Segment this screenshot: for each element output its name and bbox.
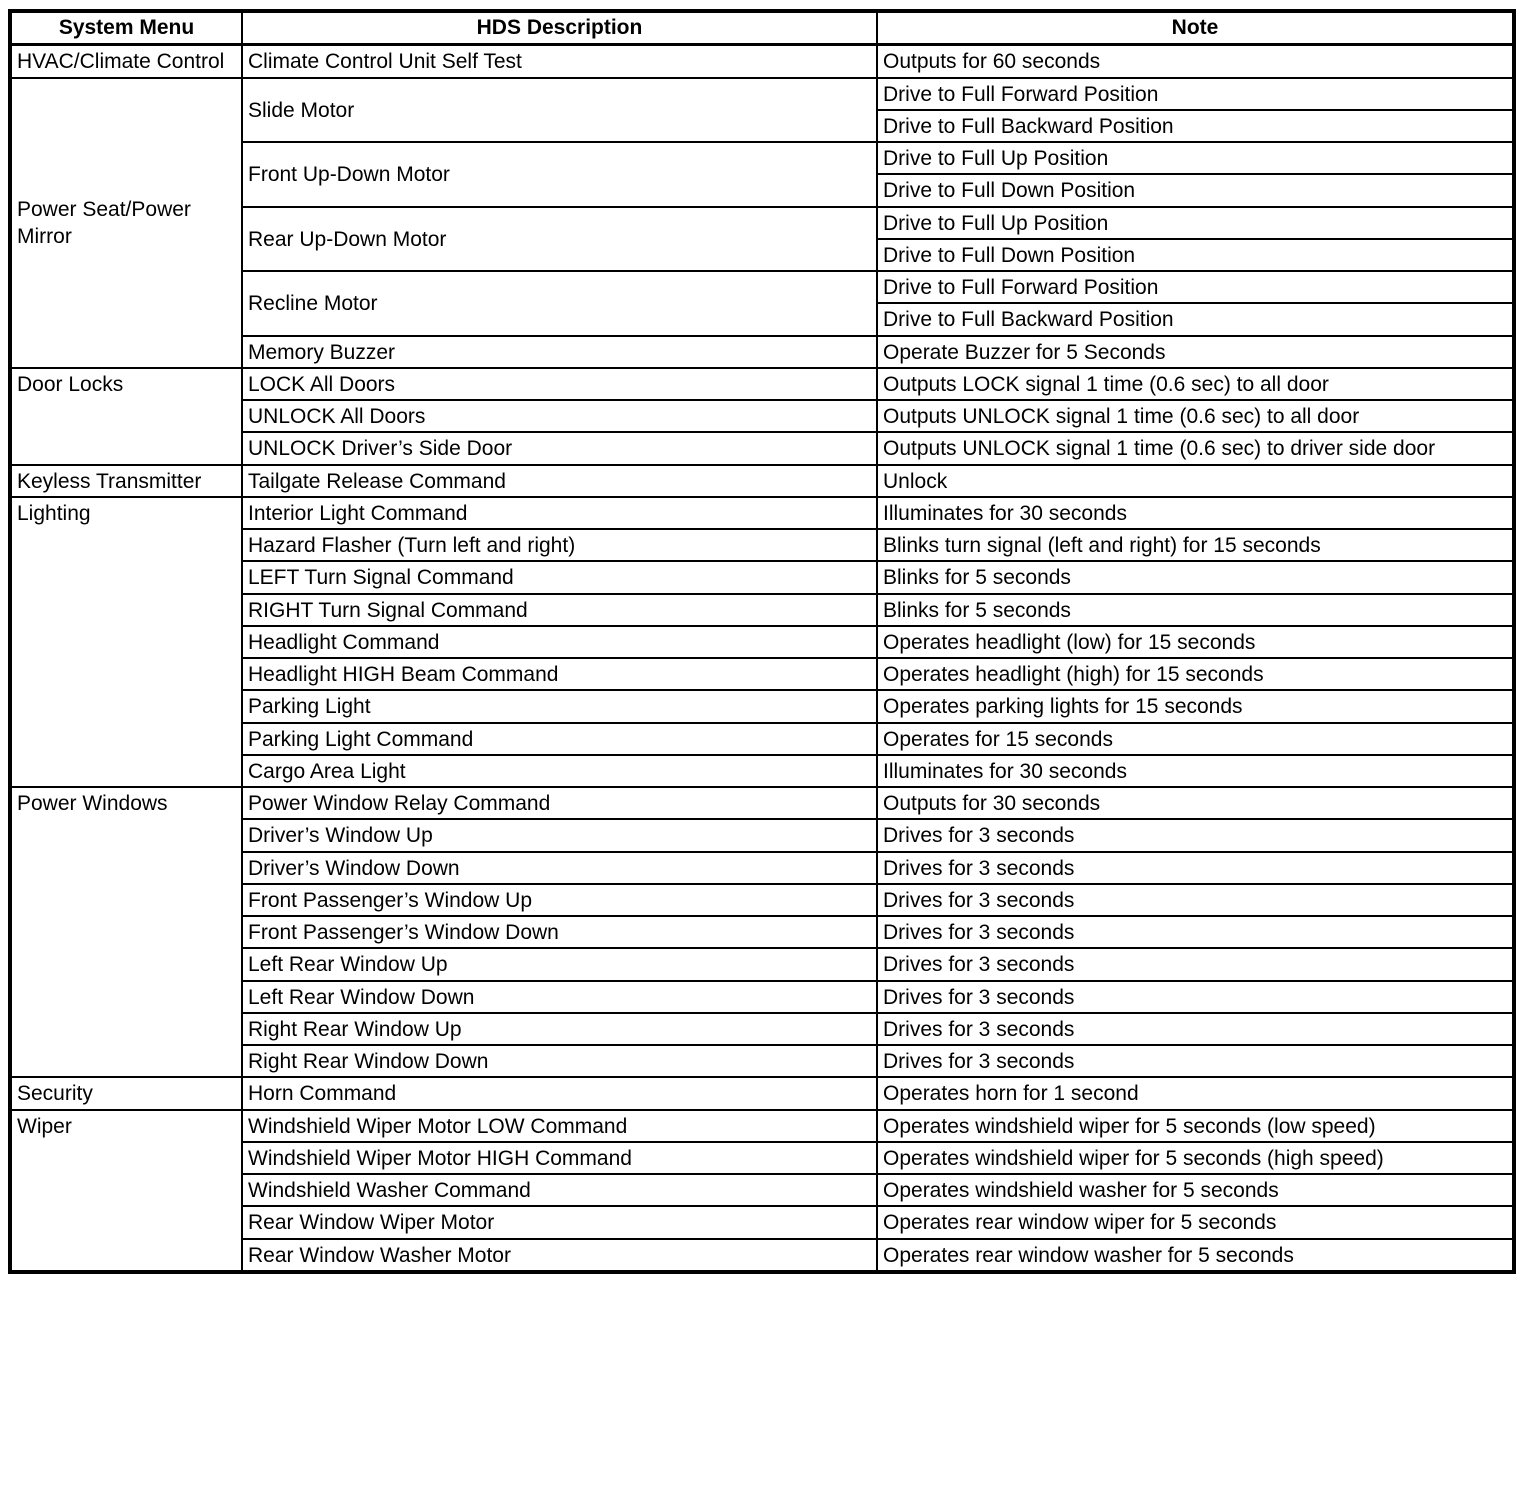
note-cell: Operates windshield wiper for 5 seconds (high speed) <box>877 1142 1514 1174</box>
note-cell: Drive to Full Forward Position <box>877 78 1514 110</box>
note-cell: Outputs LOCK signal 1 time (0.6 sec) to all door <box>877 368 1514 400</box>
hds-description-cell: Front Passenger’s Window Down <box>242 916 877 948</box>
note-cell: Outputs for 30 seconds <box>877 787 1514 819</box>
system-menu-cell: Door Locks <box>10 368 242 465</box>
hds-description-cell: Front Passenger’s Window Up <box>242 884 877 916</box>
hds-description-cell: Left Rear Window Up <box>242 948 877 980</box>
table-row <box>10 45 1514 78</box>
hds-table-body <box>10 45 1514 1272</box>
note-cell: Operates horn for 1 second <box>877 1077 1514 1109</box>
note-cell: Drive to Full Forward Position <box>877 271 1514 303</box>
note-cell: Blinks turn signal (left and right) for 15 seconds <box>877 529 1514 561</box>
hds-description-cell: RIGHT Turn Signal Command <box>242 594 877 626</box>
system-menu-cell: Security <box>10 1077 242 1109</box>
note-cell: Drives for 3 seconds <box>877 981 1514 1013</box>
table-row <box>10 497 1514 529</box>
hds-description-cell: UNLOCK All Doors <box>242 400 877 432</box>
note-cell: Drive to Full Backward Position <box>877 303 1514 335</box>
hds-description-cell: Interior Light Command <box>242 497 877 529</box>
hds-description-cell: Parking Light Command <box>242 723 877 755</box>
system-menu-cell: Wiper <box>10 1110 242 1272</box>
column-header-system-menu: System Menu <box>10 11 242 45</box>
note-cell: Operates parking lights for 15 seconds <box>877 690 1514 722</box>
note-cell: Drives for 3 seconds <box>877 819 1514 851</box>
hds-description-cell: Hazard Flasher (Turn left and right) <box>242 529 877 561</box>
note-cell: Illuminates for 30 seconds <box>877 497 1514 529</box>
system-menu-cell: Lighting <box>10 497 242 787</box>
hds-description-cell: Windshield Wiper Motor HIGH Command <box>242 1142 877 1174</box>
note-cell: Drives for 3 seconds <box>877 1045 1514 1077</box>
table-header-row <box>10 11 1514 45</box>
note-cell: Outputs UNLOCK signal 1 time (0.6 sec) to driver side door <box>877 432 1514 464</box>
note-cell: Blinks for 5 seconds <box>877 561 1514 593</box>
system-menu-cell: Power Windows <box>10 787 242 1077</box>
note-cell: Drive to Full Up Position <box>877 207 1514 239</box>
hds-description-cell: Windshield Wiper Motor LOW Command <box>242 1110 877 1142</box>
table-row <box>10 465 1514 497</box>
note-cell: Outputs UNLOCK signal 1 time (0.6 sec) to all door <box>877 400 1514 432</box>
note-cell: Operates windshield wiper for 5 seconds (low speed) <box>877 1110 1514 1142</box>
hds-description-cell: Recline Motor <box>242 271 877 336</box>
note-cell: Drives for 3 seconds <box>877 884 1514 916</box>
hds-description-cell: Tailgate Release Command <box>242 465 877 497</box>
hds-description-cell: Horn Command <box>242 1077 877 1109</box>
column-header-note: Note <box>877 11 1514 45</box>
hds-description-cell: UNLOCK Driver’s Side Door <box>242 432 877 464</box>
note-cell: Drive to Full Down Position <box>877 239 1514 271</box>
column-header-hds-description: HDS Description <box>242 11 877 45</box>
system-menu-cell: HVAC/Climate Control <box>10 45 242 78</box>
note-cell: Drive to Full Down Position <box>877 174 1514 206</box>
note-cell: Blinks for 5 seconds <box>877 594 1514 626</box>
hds-description-cell: Rear Window Washer Motor <box>242 1239 877 1272</box>
note-cell: Drive to Full Up Position <box>877 142 1514 174</box>
hds-description-cell: Left Rear Window Down <box>242 981 877 1013</box>
hds-description-cell: Driver’s Window Up <box>242 819 877 851</box>
hds-description-cell: Driver’s Window Down <box>242 852 877 884</box>
note-cell: Drives for 3 seconds <box>877 916 1514 948</box>
system-menu-cell: Keyless Transmitter <box>10 465 242 497</box>
hds-description-cell: Headlight Command <box>242 626 877 658</box>
hds-description-cell: Slide Motor <box>242 78 877 143</box>
hds-description-cell: Windshield Washer Command <box>242 1174 877 1206</box>
table-row <box>10 1110 1514 1142</box>
note-cell: Drive to Full Backward Position <box>877 110 1514 142</box>
note-cell: Drives for 3 seconds <box>877 1013 1514 1045</box>
hds-description-cell: Front Up-Down Motor <box>242 142 877 207</box>
hds-description-cell: Memory Buzzer <box>242 336 877 368</box>
hds-description-cell: LOCK All Doors <box>242 368 877 400</box>
hds-description-cell: Cargo Area Light <box>242 755 877 787</box>
note-cell: Operate Buzzer for 5 Seconds <box>877 336 1514 368</box>
note-cell: Operates headlight (high) for 15 seconds <box>877 658 1514 690</box>
table-row <box>10 368 1514 400</box>
note-cell: Operates rear window washer for 5 seconds <box>877 1239 1514 1272</box>
note-cell: Drives for 3 seconds <box>877 948 1514 980</box>
note-cell: Outputs for 60 seconds <box>877 45 1514 78</box>
table-row <box>10 787 1514 819</box>
note-cell: Operates windshield washer for 5 seconds <box>877 1174 1514 1206</box>
hds-description-cell: Right Rear Window Down <box>242 1045 877 1077</box>
hds-description-cell: Climate Control Unit Self Test <box>242 45 877 78</box>
note-cell: Operates rear window wiper for 5 seconds <box>877 1206 1514 1238</box>
note-cell: Illuminates for 30 seconds <box>877 755 1514 787</box>
table-row <box>10 78 1514 110</box>
table-row <box>10 1077 1514 1109</box>
hds-description-cell: Right Rear Window Up <box>242 1013 877 1045</box>
hds-function-test-table <box>8 9 1516 1274</box>
note-cell: Operates headlight (low) for 15 seconds <box>877 626 1514 658</box>
note-cell: Operates for 15 seconds <box>877 723 1514 755</box>
system-menu-cell: Power Seat/Power Mirror <box>10 78 242 368</box>
hds-description-cell: Rear Up-Down Motor <box>242 207 877 272</box>
note-cell: Unlock <box>877 465 1514 497</box>
hds-description-cell: Power Window Relay Command <box>242 787 877 819</box>
hds-description-cell: Parking Light <box>242 690 877 722</box>
note-cell: Drives for 3 seconds <box>877 852 1514 884</box>
hds-description-cell: Headlight HIGH Beam Command <box>242 658 877 690</box>
hds-description-cell: Rear Window Wiper Motor <box>242 1206 877 1238</box>
hds-description-cell: LEFT Turn Signal Command <box>242 561 877 593</box>
